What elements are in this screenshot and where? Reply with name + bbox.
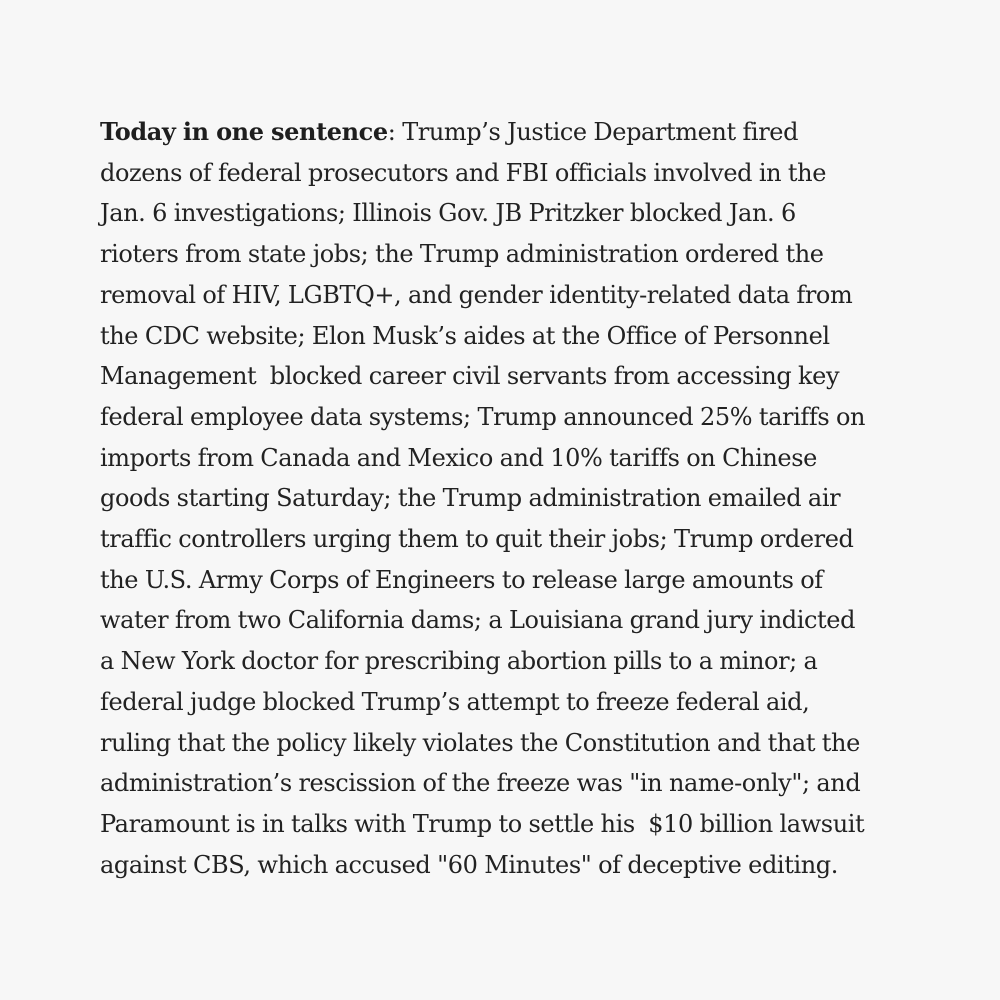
paragraph-line: against CBS, which accused "60 Minutes" of deceptive editing. [100,850,838,879]
paragraph-line: traffic controllers urging them to quit their jobs; Trump ordered [100,525,854,554]
news-summary-paragraph [100,112,900,885]
paragraph-line: dozens of federal prosecutors and FBI officials involved in the [100,158,827,187]
paragraph-line: the CDC website; Elon Musk’s aides at the Office of Personnel [100,321,830,350]
paragraph-line: ruling that the policy likely violates the Constitution and that the [100,728,860,757]
paragraph-line: imports from Canada and Mexico and 10% tariffs on Chinese [100,443,817,472]
paragraph-line: water from two California dams; a Louisiana grand jury indicted [100,606,856,635]
paragraph-line: Paramount is in talks with Trump to settle his $10 billion lawsuit [100,809,865,838]
paragraph-line: federal employee data systems; Trump announced 25% tariffs on [100,402,866,431]
paragraph-line: a New York doctor for prescribing abortion pills to a minor; a [100,647,818,676]
paragraph-line: the U.S. Army Corps of Engineers to release large amounts of [100,565,823,594]
paragraph-line-text: : Trump’s Justice Department fired [387,118,799,146]
paragraph-line: rioters from state jobs; the Trump administration ordered the [100,240,824,269]
paragraph-line: Management blocked career civil servants from accessing key [100,362,840,391]
paragraph-line: Jan. 6 investigations; Illinois Gov. JB Pritzker blocked Jan. 6 [100,199,796,228]
paragraph-line: removal of HIV, LGBTQ+, and gender identity-related data from [100,280,853,309]
paragraph-line [100,112,900,153]
paragraph-line: goods starting Saturday; the Trump administration emailed air [100,484,841,513]
lead-label: Today in one sentence [100,117,388,146]
paragraph-line: administration’s rescission of the freeze was "in name-only"; and [100,769,861,798]
paragraph-line: federal judge blocked Trump’s attempt to freeze federal aid, [100,687,810,716]
